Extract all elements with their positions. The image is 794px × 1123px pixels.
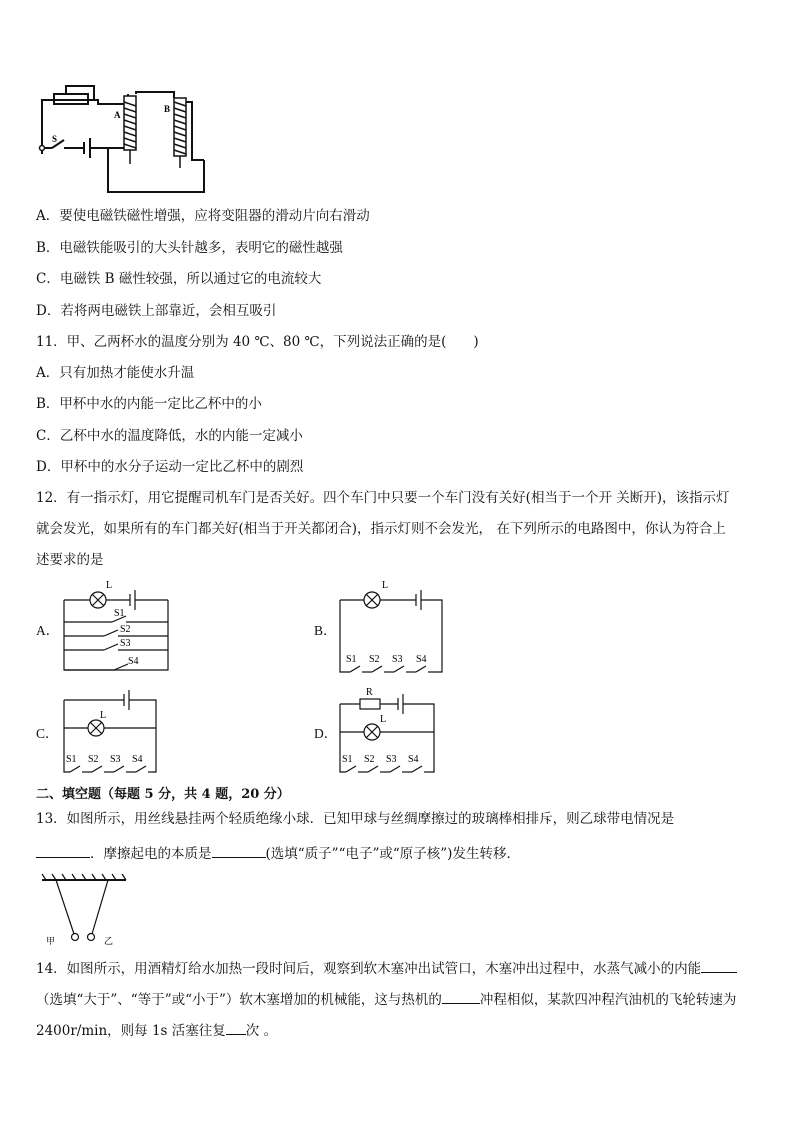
svg-text:乙: 乙 <box>104 936 114 946</box>
svg-text:L: L <box>382 580 389 591</box>
svg-text:S4: S4 <box>408 754 419 765</box>
q13-line-1: 13．如图所示，用丝线悬挂两个轻质绝缘小球．已知甲球与丝绸摩擦过的玻璃棒相排斥，则乙球带电情况是 <box>36 811 675 827</box>
electromagnet-circuit-figure <box>36 84 226 196</box>
q10-option-a: A．要使电磁铁磁性增强，应将变阻器的滑动片向右滑动 <box>36 208 370 224</box>
svg-text:S4: S4 <box>132 754 143 765</box>
svg-text:S1: S1 <box>66 754 77 765</box>
q11-option-a: A．只有加热才能使水升温 <box>36 365 195 381</box>
q13-line-2: ．摩擦起电的本质是 (选填“质子”“电子”或“原子核”)发生转移． <box>36 843 520 863</box>
svg-text:S: S <box>52 134 58 144</box>
svg-text:S3: S3 <box>386 754 397 765</box>
q12-option-c-label: C． <box>36 726 59 741</box>
svg-text:L: L <box>380 714 387 725</box>
svg-text:S4: S4 <box>416 654 427 665</box>
q11-stem: 11．甲、乙两杯水的温度分别为 40 ℃、80 ℃，下列说法正确的是( ) <box>36 334 479 350</box>
svg-text:S2: S2 <box>120 624 131 635</box>
section-2-title: 二、填空题（每题 5 分，共 4 题，20 分） <box>36 787 290 802</box>
hanging-balls-figure <box>36 872 132 948</box>
q14-blank-1[interactable] <box>701 958 737 973</box>
q14-line-2: （选填“大于”、“等于”或“小于”）软木塞增加的机械能，这与热机的 冲程相似，某款四冲程汽油机的飞轮转速为 <box>36 989 736 1009</box>
svg-text:B: B <box>164 104 171 114</box>
q12-circuit-a <box>60 578 172 674</box>
q11-option-d: D．甲杯中的水分子运动一定比乙杯中的剧烈 <box>36 459 304 475</box>
svg-text:S3: S3 <box>392 654 403 665</box>
svg-text:L: L <box>100 710 107 721</box>
q12-stem-line-1: 12．有一指示灯，用它提醒司机车门是否关好。四个车门中只要一个车门没有关好(相当于一个开 关断开)，该指示灯 <box>36 490 730 506</box>
q11-option-c: C．乙杯中水的温度降低，水的内能一定减小 <box>36 428 303 444</box>
q11-option-b: B．甲杯中水的内能一定比乙杯中的小 <box>36 396 262 412</box>
svg-text:S2: S2 <box>364 754 375 765</box>
svg-text:S2: S2 <box>369 654 380 665</box>
svg-text:S1: S1 <box>342 754 353 765</box>
coil-a <box>124 96 136 164</box>
q10-option-d: D．若将两电磁铁上部靠近，会相互吸引 <box>36 303 277 319</box>
q14-blank-3[interactable] <box>226 1020 246 1035</box>
q12-stem-line-2: 就会发光，如果所有的车门都关好(相当于开关都闭合)，指示灯则不会发光， 在下列所示的电路图中，你认为符合上 <box>36 521 726 537</box>
q12-option-b-label: B． <box>314 623 337 638</box>
svg-text:L: L <box>106 580 113 591</box>
svg-text:R: R <box>366 687 373 698</box>
svg-text:A: A <box>114 110 121 120</box>
q12-option-a-label: A． <box>36 623 60 638</box>
q12-circuit-c <box>60 688 160 776</box>
q12-option-d-label: D． <box>314 726 338 741</box>
svg-text:S3: S3 <box>110 754 121 765</box>
svg-text:S1: S1 <box>346 654 357 665</box>
svg-text:S2: S2 <box>88 754 99 765</box>
q14-blank-2[interactable] <box>442 989 480 1004</box>
q12-stem-line-3: 述要求的是 <box>36 552 104 568</box>
coil-b <box>174 98 186 168</box>
q10-option-c: C．电磁铁 B 磁性较强，所以通过它的电流较大 <box>36 271 322 287</box>
svg-text:S4: S4 <box>128 656 139 667</box>
q13-blank-2[interactable] <box>212 843 266 858</box>
q10-option-b: B．电磁铁能吸引的大头针越多，表明它的磁性越强 <box>36 240 343 256</box>
svg-text:甲: 甲 <box>46 936 56 946</box>
q14-line-3: 2400r/min，则每 1s 活塞往复 次 。 <box>36 1020 277 1040</box>
q13-blank-1[interactable] <box>36 843 90 858</box>
svg-text:S1: S1 <box>114 608 125 619</box>
q14-line-1: 14．如图所示，用酒精灯给水加热一段时间后，观察到软木塞冲出试管口，木塞冲出过程中，水蒸气减小的内能 <box>36 958 737 978</box>
svg-text:S3: S3 <box>120 638 131 649</box>
q12-circuit-b <box>336 576 448 676</box>
q12-circuit-d <box>336 684 440 776</box>
